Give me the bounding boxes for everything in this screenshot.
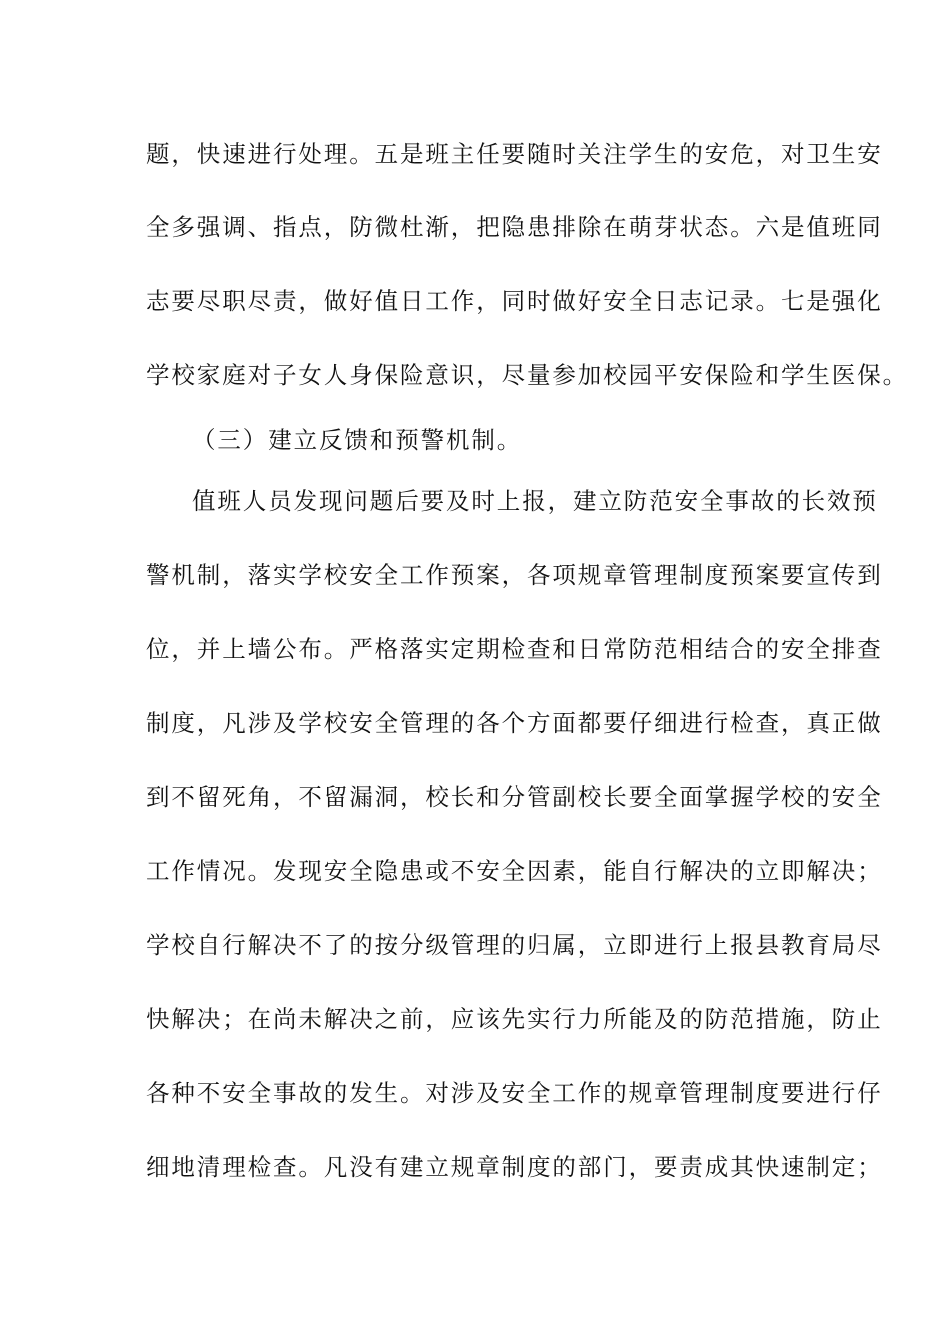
paragraph-line: 制度，凡涉及学校安全管理的各个方面都要仔细进行检查，真正做 xyxy=(146,709,883,737)
paragraph-line: 警机制，落实学校安全工作预案，各项规章管理制度预案要宣传到 xyxy=(146,561,883,589)
section-heading: （三）建立反馈和预警机制。 xyxy=(192,426,523,454)
paragraph-line: 工作情况。发现安全隐患或不安全因素，能自行解决的立即解决； xyxy=(146,857,883,885)
paragraph-line: 到不留死角，不留漏洞，校长和分管副校长要全面掌握学校的安全 xyxy=(146,783,883,811)
paragraph-line: 细地清理检查。凡没有建立规章制度的部门，要责成其快速制定； xyxy=(146,1153,883,1181)
paragraph-line: 学校自行解决不了的按分级管理的归属，立即进行上报县教育局尽 xyxy=(146,931,883,959)
paragraph-line: 题，快速进行处理。五是班主任要随时关注学生的安危，对卫生安 xyxy=(146,140,883,168)
paragraph-line: 学校家庭对子女人身保险意识，尽量参加校园平安保险和学生医保。 xyxy=(146,361,908,389)
paragraph-line: 快解决；在尚未解决之前，应该先实行力所能及的防范措施，防止 xyxy=(146,1005,883,1033)
paragraph-line: 值班人员发现问题后要及时上报，建立防范安全事故的长效预 xyxy=(192,487,878,515)
paragraph-line: 各种不安全事故的发生。对涉及安全工作的规章管理制度要进行仔 xyxy=(146,1079,883,1107)
paragraph-line: 全多强调、指点，防微杜渐，把隐患排除在萌芽状态。六是值班同 xyxy=(146,213,883,241)
paragraph-line: 志要尽职尽责，做好值日工作，同时做好安全日志记录。七是强化 xyxy=(146,287,883,315)
paragraph-line: 位，并上墙公布。严格落实定期检查和日常防范相结合的安全排查 xyxy=(146,635,883,663)
